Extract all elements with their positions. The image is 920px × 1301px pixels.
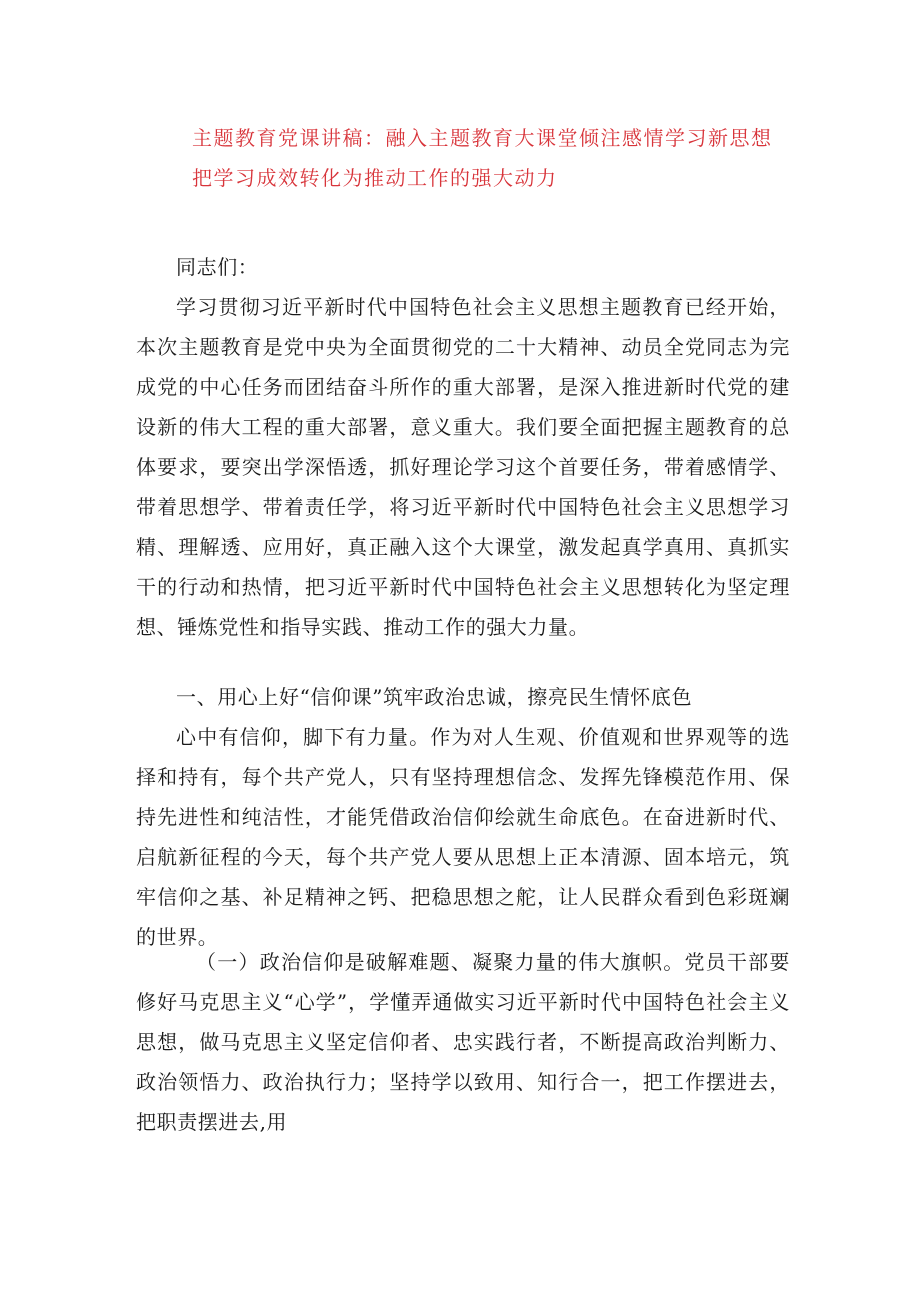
paragraph-intro: 学习贯彻习近平新时代中国特色社会主义思想主题教育已经开始，本次主题教育是党中央为全面贯彻党的二十大精神、动员全党同志为完成党的中心任务而团结奋斗所作的重大部署，是深入推进新时代党的建设新的伟大工程的重大部署，意义重大。我们要全面把握主题教育的总体要求，要突出学深悟透，抓好理论学习这个首要任务，带着感情学、带着思想学、带着责任学，将习近平新时代中国特色社会主义思想学习精、理解透、应用好，真正融入这个大课堂，激发起真学真用、真抓实干的行动和热情，把习近平新时代中国特色社会主义思想转化为坚定理想、锤炼党性和指导实践、推动工作的强大力量。	[136, 295, 790, 639]
paragraph-section-1: 心中有信仰，脚下有力量。作为对人生观、价值观和世界观等的选择和持有，每个共产党人，只有坚持理想信念、发挥先锋模范作用、保持先进性和纯洁性，才能凭借政治信仰绘就生命底色。在奋进新时代、启航新征程的今天，每个共产党人要从思想上正本清源、固本培元，筑牢信仰之基、补足精神之钙、把稳思想之舵，让人民群众看到色彩斑斓的世界。	[136, 725, 790, 949]
paragraph-subsection-1: （一）政治信仰是破解难题、凝聚力量的伟大旗帜。党员干部要修好马克思主义“心学”，学懂弄通做实习近平新时代中国特色社会主义思想，做马克思主义坚定信仰者、忠实践行者，不断提高政治判断力、政治领悟力、政治执行力；坚持学以致用、知行合一，把工作摆进去，把职责摆进去,用	[136, 950, 790, 1134]
document-title: 主题教育党课讲稿：融入主题教育大课堂倾注感情学习新思想把学习成效转化为推动工作的强大动力	[192, 126, 773, 190]
section-heading-1: 一、用心上好“信仰课”筑牢政治忠诚，擦亮民生情怀底色	[176, 685, 693, 709]
greeting: 同志们：	[176, 255, 259, 279]
